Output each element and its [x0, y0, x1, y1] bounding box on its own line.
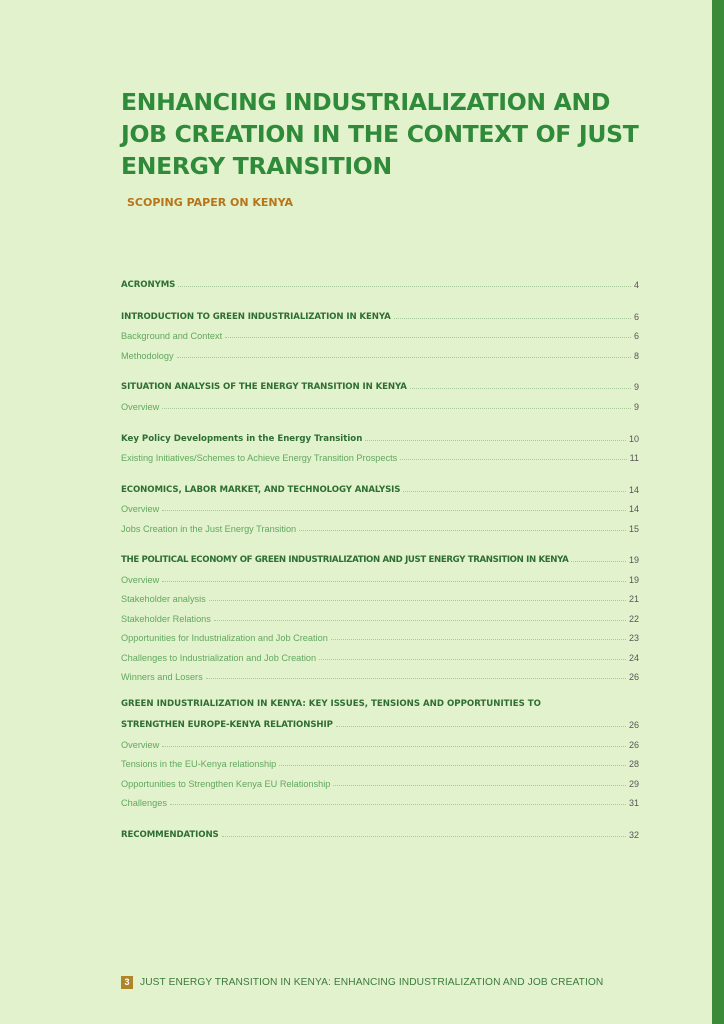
toc-entry-political-economy[interactable]: THE POLITICAL ECONOMY OF GREEN INDUSTRIALIZATION AND JUST ENERGY TRANSITION IN KENYA 19 — [121, 555, 639, 565]
toc-entry-green-industrialization-line1[interactable]: GREEN INDUSTRIALIZATION IN KENYA: KEY ISSUES, TENSIONS AND OPPORTUNITIES TO — [121, 699, 541, 709]
toc-entry-green-challenges[interactable]: Challenges 31 — [121, 798, 639, 808]
right-edge-stripe — [712, 0, 724, 1024]
toc-entry-eu-kenya-opportunities[interactable]: Opportunities to Strengthen Kenya EU Relationship 29 — [121, 779, 639, 789]
toc-entry-background[interactable]: Background and Context 6 — [121, 331, 639, 341]
document-subtitle: SCOPING PAPER ON KENYA — [127, 196, 294, 209]
toc-entry-winners-losers[interactable]: Winners and Losers 26 — [121, 672, 639, 682]
toc-entry-challenges-industrialization[interactable]: Challenges to Industrialization and Job Creation 24 — [121, 653, 639, 663]
toc-entry-acronyms[interactable]: ACRONYMS 4 — [121, 280, 639, 290]
page-footer — [121, 976, 603, 989]
toc-entry-methodology[interactable]: Methodology 8 — [121, 351, 639, 361]
toc-entry-green-overview[interactable]: Overview 26 — [121, 740, 639, 750]
toc-entry-opportunities-industrialization[interactable]: Opportunities for Industrialization and Job Creation 23 — [121, 633, 639, 643]
footer-page-number: 3 — [121, 976, 133, 989]
toc-entry-political-overview[interactable]: Overview 19 — [121, 575, 639, 585]
toc-entry-key-policy[interactable]: Key Policy Developments in the Energy Transition 10 — [121, 434, 639, 444]
toc-entry-jobs-creation[interactable]: Jobs Creation in the Just Energy Transition 15 — [121, 524, 639, 534]
title-line-2: JOB CREATION IN THE CONTEXT OF JUST — [121, 120, 639, 148]
toc-entry-eu-kenya-tensions[interactable]: Tensions in the EU-Kenya relationship 28 — [121, 759, 639, 769]
title-line-1: ENHANCING INDUSTRIALIZATION AND — [121, 88, 611, 116]
toc-entry-economics[interactable]: ECONOMICS, LABOR MARKET, AND TECHNOLOGY ANALYSIS 14 — [121, 485, 639, 495]
toc-entry-existing-initiatives[interactable]: Existing Initiatives/Schemes to Achieve Energy Transition Prospects 11 — [121, 453, 639, 463]
toc-entry-situation-analysis[interactable]: SITUATION ANALYSIS OF THE ENERGY TRANSITION IN KENYA 9 — [121, 382, 639, 392]
title-line-3: ENERGY TRANSITION — [121, 152, 392, 180]
document-title — [121, 86, 641, 182]
footer-running-title: JUST ENERGY TRANSITION IN KENYA: ENHANCING INDUSTRIALIZATION AND JOB CREATION — [140, 977, 604, 988]
toc-entry-situation-overview[interactable]: Overview 9 — [121, 402, 639, 412]
toc-entry-recommendations[interactable]: RECOMMENDATIONS 32 — [121, 830, 639, 840]
toc-entry-stakeholder-relations[interactable]: Stakeholder Relations 22 — [121, 614, 639, 624]
toc-entry-introduction[interactable]: INTRODUCTION TO GREEN INDUSTRIALIZATION IN KENYA 6 — [121, 312, 639, 322]
toc-entry-stakeholder-analysis[interactable]: Stakeholder analysis 21 — [121, 594, 639, 604]
toc-entry-economics-overview[interactable]: Overview 14 — [121, 504, 639, 514]
toc-entry-green-industrialization[interactable]: STRENGTHEN EUROPE-KENYA RELATIONSHIP 26 — [121, 720, 639, 730]
